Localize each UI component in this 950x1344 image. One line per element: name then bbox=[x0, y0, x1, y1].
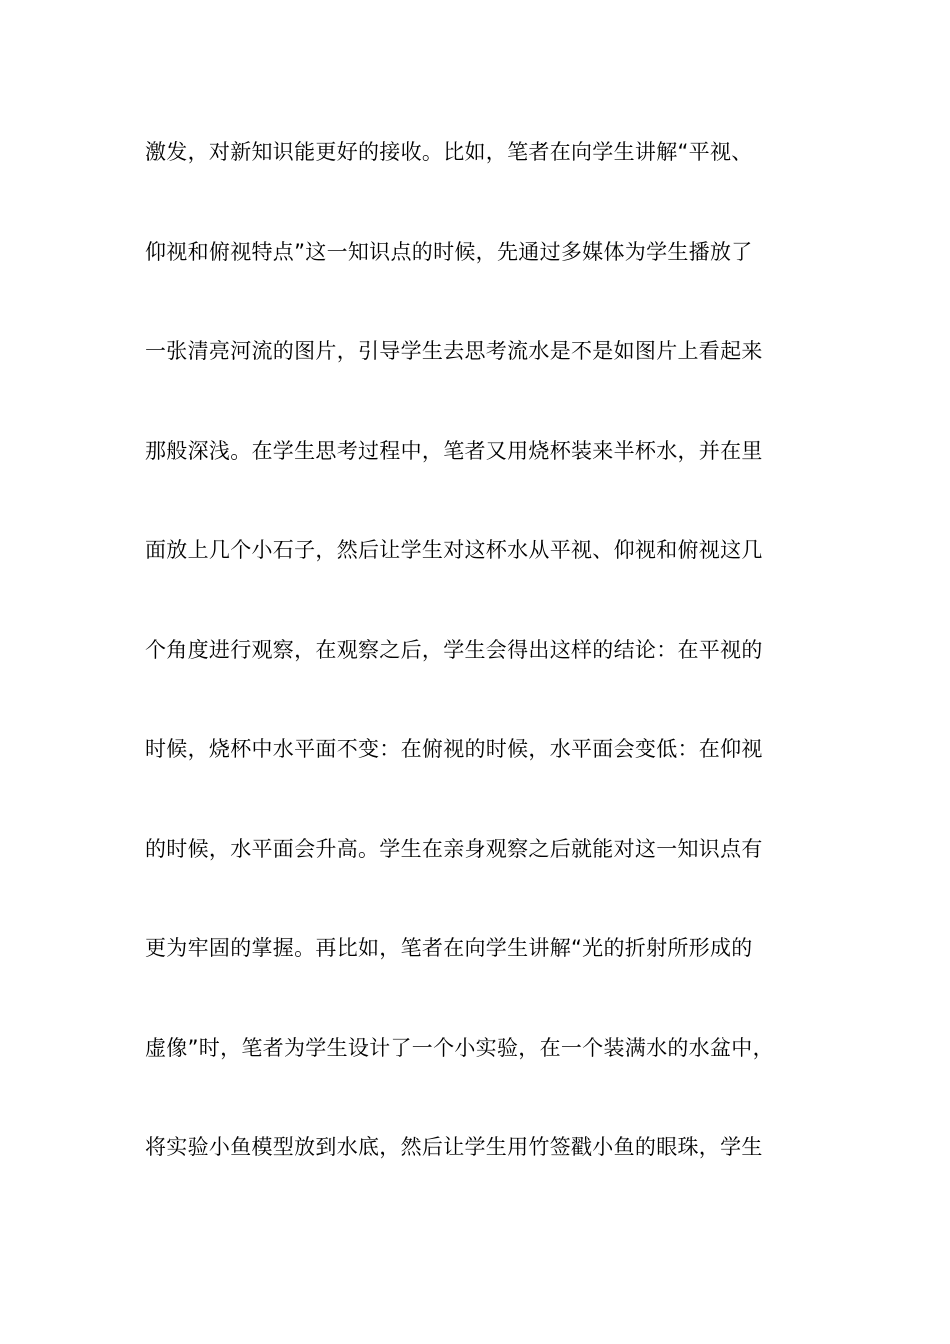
text-line-6: 个角度进行观察，在观察之后，学生会得出这样的结论：在平视的 bbox=[145, 637, 763, 662]
body-text bbox=[145, 128, 835, 1223]
text-line-11: 将实验小鱼模型放到水底，然后让学生用竹签戳小鱼的眼珠，学生 bbox=[145, 1135, 763, 1159]
text-line-9: 更为牢固的掌握。再比如，笔者在向学生讲解“光的折射所形成的 bbox=[145, 936, 753, 960]
text-line-10: 虚像”时，笔者为学生设计了一个小实验，在一个装满水的水盆中， bbox=[145, 1035, 774, 1060]
text-line-7: 时候，烧杯中水平面不变：在俯视的时候，水平面会变低：在仰视 bbox=[145, 737, 763, 761]
text-line-1: 激发，对新知识能更好的接收。比如，笔者在向学生讲解“平视、 bbox=[145, 140, 753, 164]
text-line-4: 那般深浅。在学生思考过程中，笔者又用烧杯装来半杯水，并在里 bbox=[145, 438, 763, 463]
text-line-5: 面放上几个小石子，然后让学生对这杯水从平视、仰视和俯视这几 bbox=[145, 538, 763, 562]
text-line-8: 的时候，水平面会升高。学生在亲身观察之后就能对这一知识点有 bbox=[145, 836, 763, 861]
text-line-3: 一张清亮河流的图片，引导学生去思考流水是不是如图片上看起来 bbox=[145, 339, 763, 363]
text-line-2: 仰视和俯视特点”这一知识点的时候，先通过多媒体为学生播放了 bbox=[145, 239, 753, 264]
